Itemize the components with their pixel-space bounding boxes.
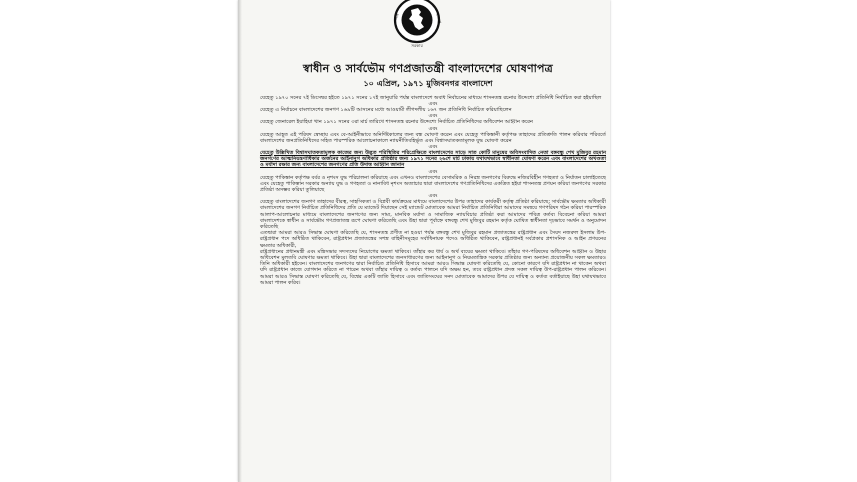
seal-caption: সরকার <box>411 43 423 48</box>
declaration-title: স্বাধীন ও সার্বভৌম গণপ্রজাতন্ত্রী বাংলাদেশের ঘোষণাপত্র <box>303 62 553 75</box>
conjunction-6: এবং <box>428 193 438 200</box>
paragraph-2: যেহেতু এ নির্বাচনে বাংলাদেশের জনগণ ১৬৯টি আসনের মধ্যে আওয়ামী লীগদলীয় ১৬৭ জন প্রতিনিধি নির্বাচিত করিয়াছিলেন <box>260 107 512 114</box>
svg-text:সরকার: সরকার <box>393 13 400 23</box>
government-seal-icon <box>388 0 446 52</box>
paragraph-1: যেহেতু ১৯৭০ সনের ৭ই ডিসেম্বর হইতে ১৯৭১ সনের ১৭ই জানুয়ারি পর্যন্ত বাংলাদেশে অবাধ নির্বাচনের মাধ্যমে শাসনতন্ত্র রচনার উদ্দেশ্যে প্রতিনিধি নির্বাচিত করা হইয়াছিল <box>260 95 602 101</box>
paragraph-7: যেহেতু বাংলাদেশের জনগণ তাহাদের বীরত্ব, সাহসিকতা ও বিপ্লবী কার্যক্রমের মাধ্যমে বাংলাদেশের উপর তাহাদের কার্যকরী কর্তৃত্ব প্রতিষ্ঠা করিয়াছে; সার্বভৌম ক্ষমতার অধিকারী বাংলাদেশের জনগণ নির্বাচিত প্রতিনিধিদের প্রতি যে ম্যান্ডেট দিয়াছেন সেই ম্যান্ডেট মোতাবেক আমরা নির্বাচিত প্রতিনিধিরা আমাদের সমন্বয়ে গণপরিষদ গঠন করিয়া পারস্পরিক আলাপ-আলোচনার মাধ্যমে বাংলাদেশের জনগণের জন্য সাম্য, মানবিক মর্যাদা ও সামাজিক ন্যায়বিচার প্রতিষ্ঠা করা আমাদের পবিত্র কর্তব্য বিবেচনা করিয়া আমরা বাংলাদেশকে স্বাধীন ও সার্বভৌম গণপ্রজাতন্ত্র রূপে ঘোষণা করিতেছি এবং উহা দ্বারা পূর্বাহ্নে বঙ্গবন্ধু শেখ মুজিবুর রহমান কর্তৃক ঘোষিত স্বাধীনতা দৃঢ়ভাবে সমর্থন ও অনুমোদন করিতেছি <box>260 199 606 231</box>
paragraph-6: যেহেতু পাকিস্তান কর্তৃপক্ষ বর্বর ও নৃশংস যুদ্ধ পরিচালনা করিয়াছে এবং এখনও বাংলাদেশের বেসামরিক ও নিরস্ত্র জনগণের বিরুদ্ধে নজিরবিহীন গণহত্যা ও নির্যাতন চালাইতেছে এবং যেহেতু পাকিস্তান সরকার অন্যায় যুদ্ধ ও গণহত্যা ও নানাবিধ নৃশংস অত্যাচার দ্বারা বাংলাদেশের গণপ্রতিনিধিদের একত্রিত হইয়া শাসনতন্ত্র প্রণয়ন করিয়া জনগণের সরকার প্রতিষ্ঠা অসম্ভব করিয়া তুলিয়াছে <box>260 174 606 194</box>
conjunction-4: এবং <box>428 144 438 151</box>
paragraph-3: যেহেতু জেনারেল ইয়াহিয়া খান ১৯৭১ সনের ৩রা মার্চ তারিখে শাসনতন্ত্র রচনার উদ্দেশ্যে নির্বাচিত প্রতিনিধিদের অধিবেশন আহ্বান করেন <box>260 119 533 126</box>
conjunction-2: এবং <box>428 113 438 120</box>
declaration-date-place: ১০ এপ্রিল, ১৯৭১ মুজিবনগর বাংলাদেশ <box>363 79 493 88</box>
conjunction-5: এবং <box>428 168 438 175</box>
conjunction-1: এবং <box>428 101 438 108</box>
declaration-document-page <box>238 0 610 482</box>
declaration-body <box>260 95 606 286</box>
page-edge-shadow <box>238 0 242 482</box>
svg-text:প্রজাতন্ত্র: প্রজাতন্ত্র <box>435 12 443 24</box>
paragraph-4: যেহেতু আহূত এই পরিষদ স্বেচ্ছায় এবং বে-আইনীভাবে অনির্দিষ্টকালের জন্য বন্ধ ঘোষণা করেন এবং যেহেতু পাকিস্তানী কর্তৃপক্ষ তাহাদের প্রতিশ্রুতি পালন করিবার পরিবর্তে বাংলাদেশের জনপ্রতিনিধিদের সহিত পারস্পরিক আলোচনাকালে ন্যায়নীতিবহির্ভূত এবং বিশ্বাসঘাতকতামূলক যুদ্ধ ঘোষণা করেন <box>260 131 606 144</box>
paragraph-8: এতদ্বারা আমরা আরও সিদ্ধান্ত ঘোষণা করিতেছি যে, শাসনতন্ত্র প্রণীত না হওয়া পর্যন্ত বঙ্গবন্ধু শেখ মুজিবুর রহমান প্রজাতন্ত্রের রাষ্ট্রপ্রধান এবং সৈয়দ নজরুল ইসলাম উপ-রাষ্ট্রপ্রধান পদে অধিষ্ঠিত থাকিবেন, রাষ্ট্রপ্রধান প্রজাতন্ত্রের সশস্ত্র বাহিনীসমূহের সর্বাধিনায়ক পদেও অধিষ্ঠিত থাকিবেন, রাষ্ট্রপ্রধানই সর্বপ্রকার প্রশাসনিক ও আইন প্রণয়নের ক্ষমতার অধিকারী, <box>260 230 606 249</box>
paragraph-5: যেহেতু উল্লিখিত বিশ্বাসঘাতকতামূলক কাজের জন্য উদ্ভূত পরিস্থিতির পরিপ্রেক্ষিতে বাংলাদেশের সাড়ে সাত কোটি মানুষের অবিসংবাদিত নেতা বঙ্গবন্ধু শেখ মুজিবুর রহমান জনগণের আত্মনিয়ন্ত্রণাধিকার অর্জনের আইনানুগ অধিকার প্রতিষ্ঠার জন্য ১৯৭১ সনের ২৬শে মার্চ ঢাকায় যথাযথভাবে স্বাধীনতা ঘোষণা করেন এবং বাংলাদেশের অখণ্ডতা ও মর্যাদা রক্ষার জন্য বাংলাদেশের জনগণের প্রতি উদাত্ত আহ্বান জানান <box>260 150 606 169</box>
conjunction-3: এবং <box>428 125 438 132</box>
paragraph-9: রাষ্ট্রপ্রধানের প্রধানমন্ত্রী এবং মন্ত্রিসভার সদস্যদের নিয়োগের ক্ষমতা থাকিবে। তাঁহার কর ধার্য ও অর্থ ব্যয়ের ক্ষমতা থাকিবে। তাঁহার গণ-পরিষদের অধিবেশন আহ্বান ও উহার অধিবেশন মুলতবি ঘোষণার ক্ষমতা থাকিবে। উহা দ্বারা বাংলাদেশের জনসাধারণের জন্য আইনানুগ ও নিয়মতান্ত্রিক সরকার প্রতিষ্ঠার জন্য অন্যান্য প্রয়োজনীয় সকল ক্ষমতারও তিনি অধিকারী হইবেন। বাংলাদেশের জনগণের দ্বারা নির্বাচিত প্রতিনিধি হিসাবে আমরা আরও সিদ্ধান্ত ঘোষণা করিতেছি যে, কোনো কারণে যদি রাষ্ট্রপ্রধান না থাকেন অথবা যদি রাষ্ট্রপ্রধান কাজে যোগদান করিতে না পারেন অথবা তাঁহার দায়িত্ব ও কর্তব্য পালনে যদি অক্ষম হন, তবে রাষ্ট্রপ্রধান প্রদত্ত সকল দায়িত্ব উপ-রাষ্ট্রপ্রধান পালন করিবেন। আমরা আরও সিদ্ধান্ত ঘোষণা করিতেছি যে, বিশ্বের একটি জাতি হিসাবে এবং জাতিসংঘের সনদ মোতাবেক আমাদের উপর যে দায়িত্ব ও কর্তব্য বর্তাইয়াছে উহা যথাযথভাবে আমরা পালন করিব। <box>260 248 606 286</box>
